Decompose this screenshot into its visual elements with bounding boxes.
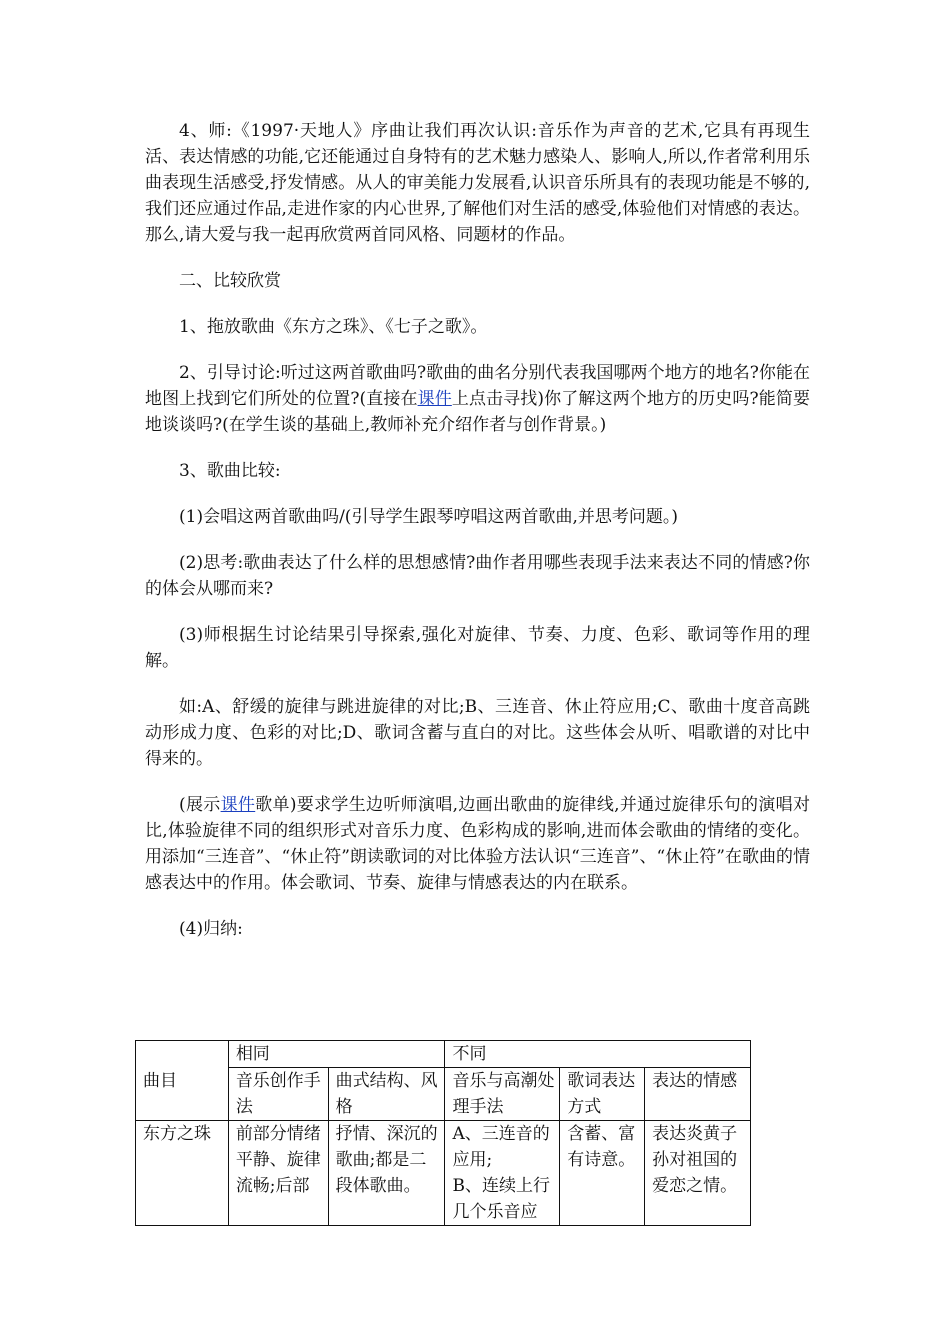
paragraph-step-1: 1、拖放歌曲《东方之珠》、《七子之歌》。 (179, 317, 488, 337)
paragraph-step-2-text-a: 2、引导讨论:听过这两首歌曲吗?歌曲的曲名分别代表我国哪两个地方的地名?你能在地图上找到它们所处的位置?(直接在 (145, 363, 810, 409)
paragraph-step-2-text-b: 上点击寻找)你了解这两个地方的历史吗?能简要地谈谈吗?(在学生谈的基础上,教师补充介绍作者与创作背景。) (145, 389, 810, 435)
paragraph-showcase-text-a: (展示 (179, 795, 221, 815)
table-col-header: 表达的情感 (645, 1068, 751, 1121)
paragraph-showcase (145, 792, 810, 896)
table-cell-song-name: 东方之珠 (136, 1121, 229, 1226)
table-cell (445, 1121, 560, 1226)
table-col-header: 歌词表达方式 (560, 1068, 645, 1121)
table-col-header: 音乐创作手法 (228, 1068, 328, 1121)
courseware-link[interactable]: 课件 (417, 389, 452, 409)
table-cell: 表达炎黄子孙对祖国的爱恋之情。 (645, 1121, 751, 1226)
paragraph-step-2 (145, 360, 810, 438)
courseware-link-2[interactable]: 课件 (220, 795, 256, 815)
table-cell: 抒情、深沉的歌曲;都是二段体歌曲。 (328, 1121, 445, 1226)
paragraph-examples: 如:A、舒缓的旋律与跳进旋律的对比;B、三连音、休止符应用;C、歌曲十度音高跳动形成力度、色彩的对比;D、歌词含蓄与直白的对比。这些体会从听、唱歌谱的对比中得来的。 (145, 697, 810, 769)
table-header-different: 不同 (445, 1041, 751, 1068)
paragraph-sub-1: (1)会唱这两首歌曲吗/(引导学生跟琴哼唱这两首歌曲,并思考问题。) (179, 507, 678, 527)
table-row (136, 1121, 751, 1226)
paragraph-sub-3: (3)师根据生讨论结果引导探索,强化对旋律、节奏、力度、色彩、歌词等作用的理解。 (145, 625, 810, 671)
document-body (145, 118, 810, 942)
table-row (136, 1041, 751, 1068)
table-header-title: 曲目 (136, 1041, 229, 1121)
comparison-table (135, 1040, 751, 1226)
paragraph-step-3: 3、歌曲比较: (179, 461, 281, 481)
table-cell: 含蓄、富有诗意。 (560, 1121, 645, 1226)
table-header-same: 相同 (228, 1041, 445, 1068)
table-cell: 前部分情绪平静、旋律流畅;后部 (228, 1121, 328, 1226)
table-cell-line: B、连续上行几个乐音应 (452, 1176, 550, 1222)
paragraph-sub-2: (2)思考:歌曲表达了什么样的思想感情?曲作者用哪些表现手法来表达不同的情感?你的体会从哪而来? (145, 553, 810, 599)
table-col-header: 音乐与高潮处理手法 (445, 1068, 560, 1121)
table-cell-line: A、三连音的应用; (452, 1124, 550, 1170)
paragraph-showcase-text-b: 歌单)要求学生边听师演唱,边画出歌曲的旋律线,并通过旋律乐句的演唱对比,体验旋律不同的组织形式对音乐力度、色彩构成的影响,进而体会歌曲的情绪的变化。用添加“三连音”、“休止符”朗读歌词的对比体验方法认识“三连音”、“休止符”在歌曲的情感表达中的作用。体会歌词、节奏、旋律与情感表达的内在联系。 (145, 795, 810, 893)
paragraph-sub-4: (4)归纳: (179, 919, 243, 939)
table-row (136, 1068, 751, 1121)
section-heading-compare: 二、比较欣赏 (179, 271, 281, 291)
table-col-header: 曲式结构、风格 (328, 1068, 445, 1121)
paragraph-teacher-intro: 4、师:《1997·天地人》序曲让我们再次认识:音乐作为声音的艺术,它具有再现生活、表达情感的功能,它还能通过自身特有的艺术魅力感染人、影响人,所以,作者常利用乐曲表现生活感受,抒发情感。从人的审美能力发展看,认识音乐所具有的表现功能是不够的,我们还应通过作品,走进作家的内心世界,了解他们对生活的感受,体验他们对情感的表达。那么,请大爱与我一起再欣赏两首同风格、同题材的作品。 (145, 121, 810, 245)
